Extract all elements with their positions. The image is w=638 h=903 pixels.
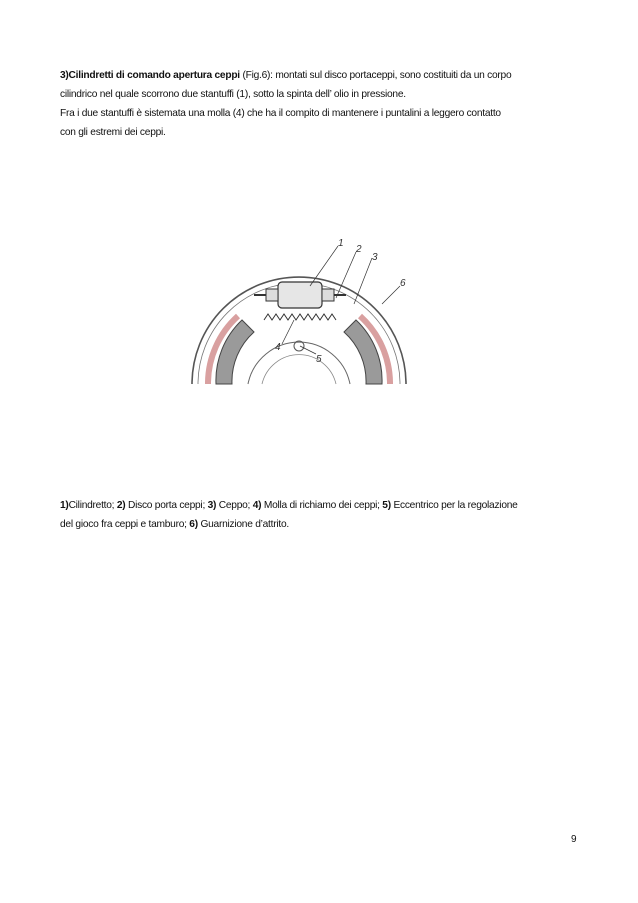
callout-1: 1: [338, 238, 344, 249]
legend-line-1: 1)Cilindretto; 2) Disco porta ceppi; 3) Ceppo; 4) Molla di richiamo dei ceppi; 5) Eccentrico per la regolazione: [60, 500, 518, 511]
figure-legend: [60, 496, 585, 534]
legend-line-2: del gioco fra ceppi e tamburo; 6) Guarnizione d’attrito.: [60, 519, 289, 530]
callout-5: 5: [316, 354, 322, 365]
shoe-carrier-disc: [248, 342, 350, 384]
section-heading: 3)Cilindretti di comando apertura ceppi: [60, 70, 240, 81]
page-number: 9: [571, 834, 577, 845]
cylinder-description: [60, 66, 585, 142]
callout-2: 2: [356, 244, 362, 255]
callout-6: 6: [400, 278, 406, 289]
wheel-cylinder: [278, 282, 322, 308]
left-brake-shoe: [216, 320, 254, 384]
description-line-1: 3)Cilindretti di comando apertura ceppi (Fig.6): montati sul disco portaceppi, sono costituiti da un corpo: [60, 70, 512, 81]
right-brake-shoe: [344, 320, 382, 384]
return-spring: [264, 314, 336, 320]
description-line-3: Fra i due stantuffi è sistemata una molla (4) che ha il compito di mantenere i puntalini a leggero contatto: [60, 108, 501, 119]
callout-3: 3: [372, 252, 378, 263]
description-line-4: con gli estremi dei ceppi.: [60, 127, 166, 138]
brake-cylinder-figure: [178, 234, 414, 392]
callout-4: 4: [275, 342, 281, 353]
description-line-2: cilindrico nel quale scorrono due stantuffi (1), sotto la spinta dell’ olio in pressione.: [60, 89, 406, 100]
